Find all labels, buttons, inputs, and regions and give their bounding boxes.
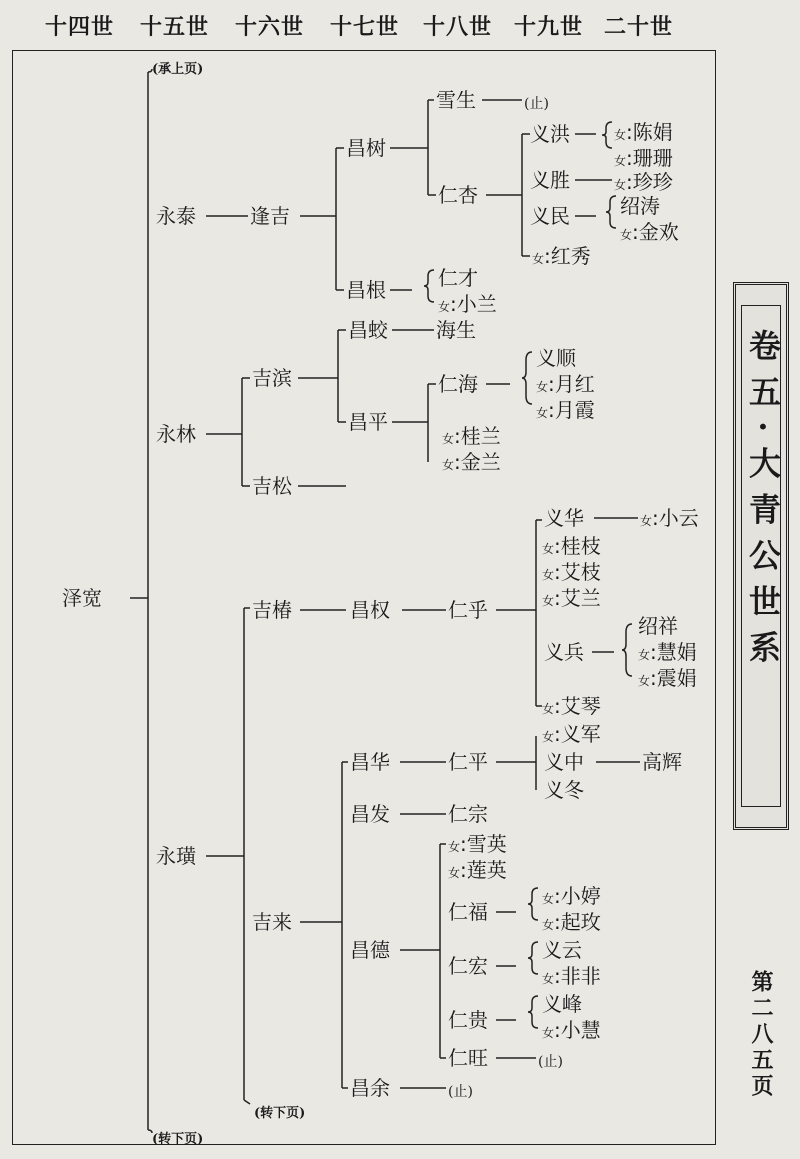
daughter-feifei: 女:非非 [542,964,601,988]
female-mark: 女 [438,300,451,314]
continued-from-note: (承上页) [152,62,204,77]
female-mark: 女 [620,228,633,242]
daughter-yuehong: 女:月红 [536,372,595,396]
end-mark: (止) [524,96,549,112]
person-gaohui: 高辉 [642,750,682,774]
daughter-jinhuan: 女:金欢 [620,220,679,244]
daughter-xiaolan: 女:小兰 [438,292,497,316]
daughter-qimei: 女:起玫 [542,910,601,934]
female-mark: 女 [532,252,545,266]
person-renxing: 仁杏 [438,183,478,207]
person-yishun: 义顺 [536,346,576,370]
person-changjiao: 昌蛟 [348,318,388,342]
person-rencai: 仁才 [438,266,478,290]
female-mark: 女 [542,702,555,716]
end-mark: (止) [538,1054,563,1070]
female-mark: 女 [542,594,555,608]
female-mark: 女 [542,568,555,582]
female-mark: 女 [638,648,651,662]
daughter-guilan: 女:桂兰 [442,424,501,448]
person-fengji: 逢吉 [250,204,290,228]
person-changshu: 昌树 [346,136,386,160]
daughter-zhenjuan: 女:震娟 [638,666,697,690]
person-yonglin: 永林 [156,422,196,446]
person-renhu: 仁乎 [448,598,488,622]
generation-15-header: 十五世 [140,14,210,40]
daughter-ailan: 女:艾兰 [542,586,601,610]
page-number: 第二八五页 [748,970,774,1100]
root-name: 泽宽 [62,586,102,610]
female-mark: 女 [638,674,651,688]
female-mark: 女 [542,730,555,744]
person-yisheng: 义胜 [530,168,570,192]
daughter-aizhi: 女:艾枝 [542,560,601,584]
female-mark: 女 [542,1026,555,1040]
daughter-aiqin: 女:艾琴 [542,694,601,718]
person-renping: 仁平 [448,750,488,774]
person-changyu: 昌余 [350,1076,390,1100]
person-changfa: 昌发 [350,802,390,826]
person-yiyun: 义云 [542,938,582,962]
female-mark: 女 [640,514,653,528]
person-shaoxiang: 绍祥 [638,614,678,638]
person-jibin: 吉滨 [252,366,292,390]
person-jilai: 吉来 [252,910,292,934]
continued-next-note: (转下页) [152,1132,204,1147]
generation-20-header: 二十世 [604,14,674,40]
daughter-huijuan: 女:慧娟 [638,640,697,664]
person-changde: 昌德 [350,938,390,962]
female-mark: 女 [614,154,627,168]
generation-18-header: 十八世 [423,14,493,40]
daughter-guizhi: 女:桂枝 [542,534,601,558]
daughter-jinlan: 女:金兰 [442,450,501,474]
person-changping: 昌平 [348,410,388,434]
female-mark: 女 [448,840,461,854]
generation-14-header: 十四世 [45,14,115,40]
female-mark: 女 [614,128,627,142]
person-yihong: 义洪 [530,122,570,146]
person-renhai: 仁海 [438,372,478,396]
person-yibing: 义兵 [544,640,584,664]
daughter-yuexia: 女:月霞 [536,398,595,422]
person-renfu: 仁福 [448,900,488,924]
person-changquan: 昌权 [350,598,390,622]
generation-19-header: 十九世 [514,14,584,40]
female-mark: 女 [448,866,461,880]
daughter-xiaoyun: 女:小云 [640,506,699,530]
female-mark: 女 [542,972,555,986]
female-mark: 女 [536,406,549,420]
person-shaotao: 绍涛 [620,194,660,218]
female-mark: 女 [542,892,555,906]
daughter-lianying: 女:莲英 [448,858,507,882]
female-mark: 女 [536,380,549,394]
generation-17-header: 十七世 [330,14,400,40]
person-changgen: 昌根 [346,278,386,302]
person-yihua: 义华 [544,506,584,530]
daughter-chenjuan: 女:陈娟 [614,120,673,144]
person-yongtai: 永泰 [156,204,196,228]
volume-title-box [733,282,789,830]
person-renzong: 仁宗 [448,802,488,826]
person-yidong: 义冬 [544,778,584,802]
person-yifeng: 义峰 [542,992,582,1016]
female-mark: 女 [542,918,555,932]
daughter-xiaohui: 女:小慧 [542,1018,601,1042]
person-jichun: 吉椿 [252,598,292,622]
continued-next-inner-note: (转下页) [254,1106,306,1121]
female-mark: 女 [442,432,455,446]
daughter-hongxiu: 女:红秀 [532,244,591,268]
person-yimin: 义民 [530,204,570,228]
person-rengui: 仁贵 [448,1008,488,1032]
daughter-shanshan: 女:珊珊 [614,146,673,170]
daughter-xiaoting: 女:小婷 [542,884,601,908]
volume-title: 卷五·大青公世系 [744,329,782,677]
daughter-xueying: 女:雪英 [448,832,507,856]
person-changhua: 昌华 [350,750,390,774]
generation-16-header: 十六世 [235,14,305,40]
female-mark: 女 [542,542,555,556]
person-jisong: 吉松 [252,474,292,498]
person-xuesheng: 雪生 [436,88,476,112]
end-mark: (止) [448,1084,473,1100]
daughter-zhenzhen: 女:珍珍 [614,170,673,194]
person-haisheng: 海生 [436,318,476,342]
female-mark: 女 [614,178,627,192]
person-yizhong: 义中 [544,750,584,774]
daughter-yijun: 女:义军 [542,722,601,746]
person-renhong: 仁宏 [448,954,488,978]
person-yonghuang: 永璜 [156,844,196,868]
female-mark: 女 [442,458,455,472]
person-renwang: 仁旺 [448,1046,488,1070]
